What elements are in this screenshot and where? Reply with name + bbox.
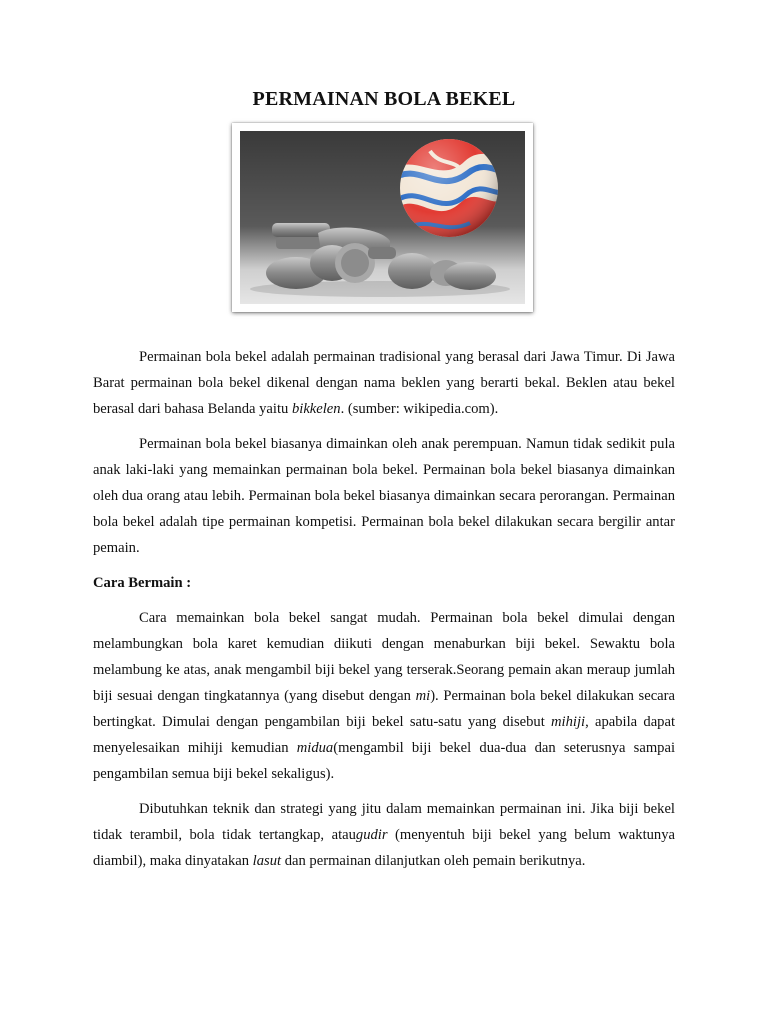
- italic-term: gudir: [355, 827, 388, 843]
- paragraph: [93, 344, 675, 422]
- italic-term: midua: [296, 740, 334, 756]
- text-run: (mengambil biji bekel dua-dua dan seterusnya sampai pengambilan semua biji bekel sekaligus).: [93, 740, 675, 782]
- text-run: . (sumber: wikipedia.com).: [340, 401, 499, 417]
- text-run: Permainan bola bekel biasanya dimainkan oleh anak perempuan. Namun tidak sedikit pula anak laki-laki yang memainkan permainan bola bekel. Permainan bola bekel biasanya dimainkan oleh dua orang atau lebih. Permainan bola bekel biasanya dimainkan secara perorangan. Permainan bola bekel adalah tipe permainan kompetisi. Permainan bola bekel dilakukan secara bergilir antar pemain.: [93, 436, 675, 556]
- text-run: , apabila dapat menyelesaikan mihiji kemudian: [93, 714, 675, 756]
- text-run: (menyentuh biji bekel yang belum waktunya diambil), maka dinyatakan: [93, 827, 675, 869]
- text-run: ). Permainan bola bekel dilakukan secara bertingkat. Dimulai dengan pengambilan biji bekel satu-satu yang disebut: [93, 688, 675, 730]
- document-body: [93, 344, 675, 874]
- paragraph: [93, 431, 675, 561]
- italic-term: lasut: [252, 853, 282, 869]
- text-run: Dibutuhkan teknik dan strategi yang jitu dalam memainkan permainan ini. Jika biji bekel tidak terambil, bola tidak tertangkap, atau: [93, 801, 675, 843]
- document-title: PERMAINAN BOLA BEKEL: [252, 88, 516, 110]
- paragraph: [93, 605, 675, 787]
- paragraph: [93, 796, 675, 874]
- section-heading: Cara Bermain :: [93, 575, 192, 591]
- text-run: Cara memainkan bola bekel sangat mudah. Permainan bola bekel dimulai dengan melambungkan bola karet kemudian diikuti dengan menaburkan biji bekel. Sewaktu bola melambung ke atas, anak mengambil biji bekel yang terserak.Seorang pemain akan meraup jumlah biji sesuai dengan tingkatannya (yang disebut dengan: [93, 610, 675, 704]
- italic-term: mi: [415, 688, 431, 704]
- italic-term: bikkelen: [291, 401, 341, 417]
- photo-frame: [232, 123, 533, 312]
- bekel-ball-and-jacks-photo: [240, 131, 525, 304]
- text-run: Permainan bola bekel adalah permainan tradisional yang berasal dari Jawa Timur. Di Jawa Barat permainan bola bekel dikenal dengan nama beklen yang berarti bekal. Beklen atau bekel berasal dari bahasa Belanda yaitu: [93, 349, 675, 417]
- italic-term: mihiji: [551, 714, 586, 730]
- text-run: dan permainan dilanjutkan oleh pemain berikutnya.: [281, 853, 586, 869]
